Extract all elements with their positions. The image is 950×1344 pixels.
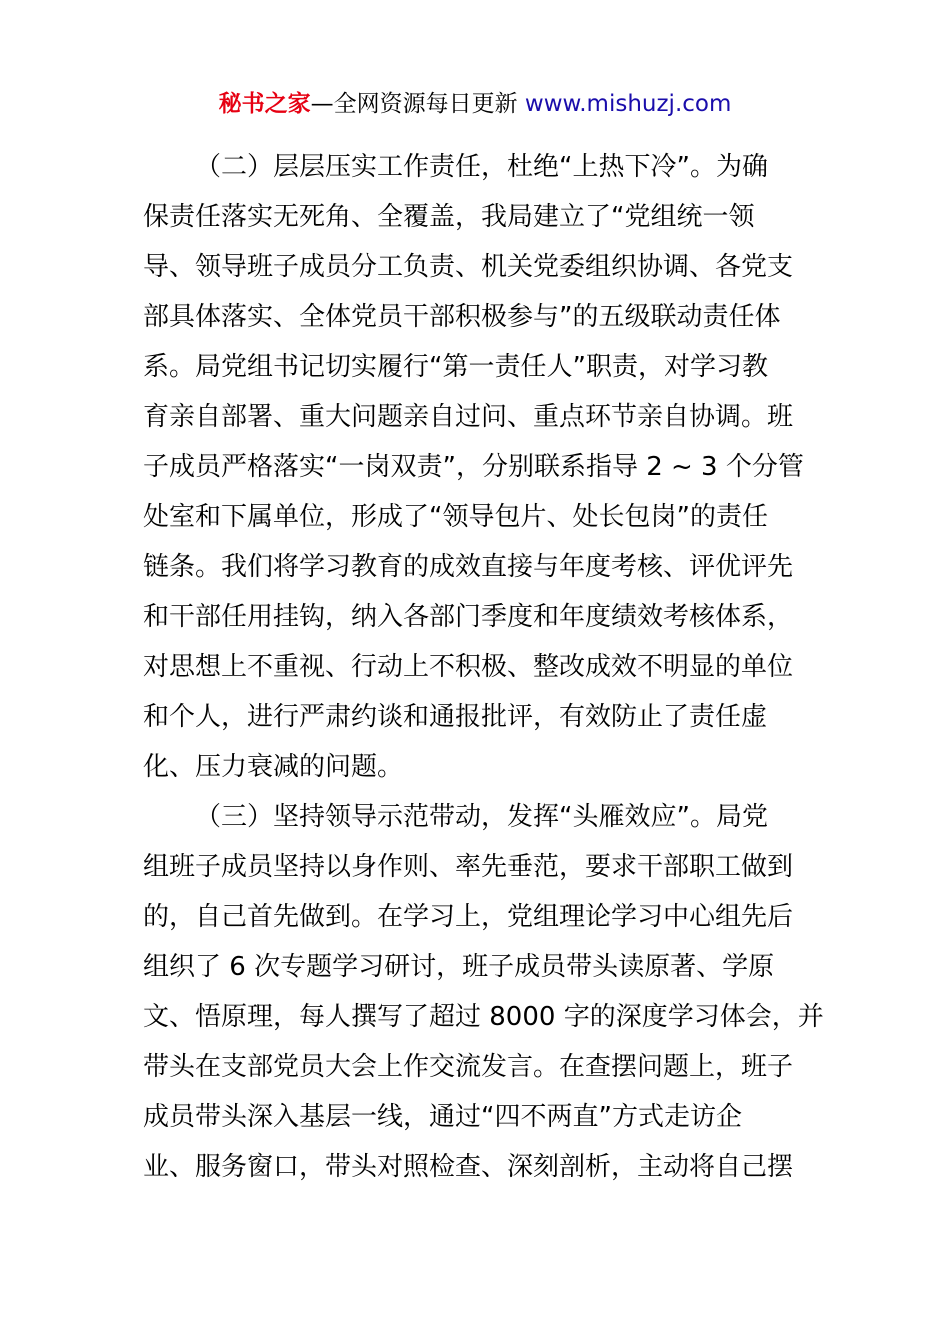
paragraph-line: 带头在支部党员大会上作交流发言。在查摆问题上，班子 (143, 1052, 794, 1082)
paragraph-line: 业、服务窗口，带头对照检查、深刻剖析，主动将自己摆 (143, 1152, 794, 1182)
paragraph-line: 部具体落实、全体党员干部积极参与”的五级联动责任体 (143, 302, 781, 332)
paragraph-line: 文、悟原理，每人撰写了超过 8000 字的深度学习体会，并 (143, 1002, 824, 1032)
paragraph-line: 导、领导班子成员分工负责、机关党委组织协调、各党支 (143, 252, 794, 282)
paragraph-line: 和干部任用挂钩，纳入各部门季度和年度绩效考核体系， (143, 602, 794, 632)
paragraph-line: 组织了 6 次专题学习研讨，班子成员带头读原著、学原 (143, 952, 775, 982)
document-body (143, 142, 824, 1192)
site-header (0, 86, 950, 122)
site-url-link[interactable]: www.mishuzj.com (524, 91, 732, 117)
paragraph-line: 成员带头深入基层一线，通过“四不两直”方式走访企 (143, 1102, 742, 1132)
paragraph-line: 处室和下属单位，形成了“领导包片、处长包岗”的责任 (143, 502, 768, 532)
paragraph-line: 对思想上不重视、行动上不积极、整改成效不明显的单位 (143, 652, 794, 682)
paragraph-line: 的，自己首先做到。在学习上，党组理论学习中心组先后 (143, 902, 794, 932)
paragraph-line: 化、压力衰减的问题。 (143, 752, 404, 782)
paragraph-line: 子成员严格落实“一岗双责”，分别联系指导 2 ~ 3 个分管 (143, 452, 804, 482)
paragraph-line: 链条。我们将学习教育的成效直接与年度考核、评优评先 (143, 552, 794, 582)
paragraph-line: （三）坚持领导示范带动，发挥“头雁效应”。局党 (195, 802, 768, 832)
paragraph-line: （二）层层压实工作责任，杜绝“上热下冷”。为确 (195, 152, 768, 182)
paragraph-line: 和个人，进行严肃约谈和通报批评，有效防止了责任虚 (143, 702, 768, 732)
paragraph-line: 育亲自部署、重大问题亲自过问、重点环节亲自协调。班 (143, 402, 794, 432)
paragraph-line: 组班子成员坚持以身作则、率先垂范，要求干部职工做到 (143, 852, 794, 882)
paragraph-line: 保责任落实无死角、全覆盖，我局建立了“党组统一领 (143, 202, 755, 232)
site-tagline: —全网资源每日更新 (310, 91, 525, 117)
brand-name: 秘书之家 (218, 91, 311, 117)
paragraph-line: 系。局党组书记切实履行“第一责任人”职责，对学习教 (143, 352, 768, 382)
